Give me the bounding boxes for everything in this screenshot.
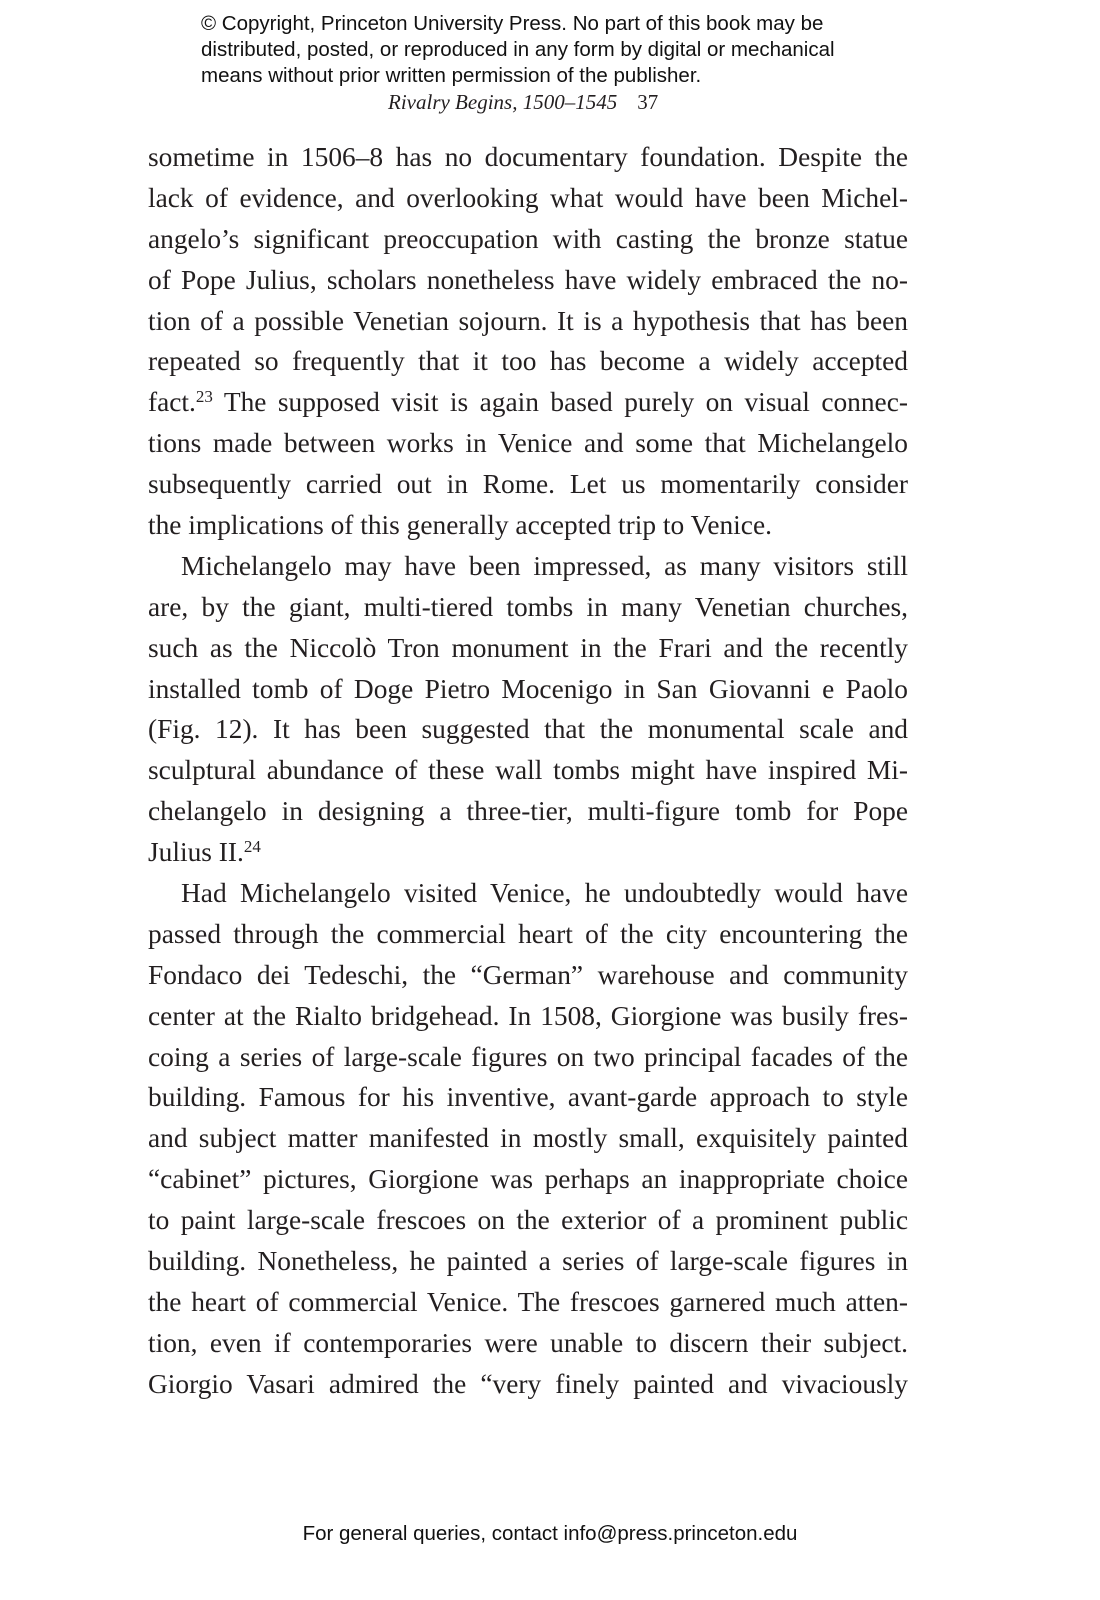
text-line bbox=[148, 382, 908, 423]
copyright-line: means without prior written permission of the publisher. bbox=[201, 64, 702, 87]
text-line: such as the Niccolò Tron monument in the Frari and the recently bbox=[148, 632, 908, 663]
text-line: Giorgio Vasari admired the “very finely painted and vivaciously bbox=[148, 1368, 908, 1399]
text-line: to paint large-scale frescoes on the exterior of a prominent public bbox=[148, 1205, 908, 1236]
text-line: the heart of commercial Venice. The frescoes garnered much atten- bbox=[148, 1286, 908, 1317]
text-line: tion of a possible Venetian sojourn. It is a hypothesis that has been bbox=[148, 305, 908, 336]
text-line: subsequently carried out in Rome. Let us momentarily consider bbox=[148, 469, 908, 500]
paragraph-first-line: Had Michelangelo visited Venice, he undoubtedly would have bbox=[181, 878, 908, 909]
text-line: tions made between works in Venice and some that Michelangelo bbox=[148, 428, 908, 459]
text-line: and subject matter manifested in mostly small, exquisitely painted bbox=[148, 1123, 908, 1154]
text-line: “cabinet” pictures, Giorgione was perhaps an inappropriate choice bbox=[148, 1164, 908, 1195]
text-line: tion, even if contemporaries were unable to discern their subject. bbox=[148, 1327, 908, 1358]
text-fragment: Julius II. bbox=[148, 837, 244, 868]
text-line: coing a series of large-scale figures on two principal facades of the bbox=[148, 1041, 908, 1072]
text-line: are, by the giant, multi-tiered tombs in many Venetian churches, bbox=[148, 591, 908, 622]
text-fragment: fact. bbox=[148, 387, 196, 418]
contact-email-link[interactable]: info@press.princeton.edu bbox=[563, 1522, 798, 1545]
text-line: of Pope Julius, scholars nonetheless have widely embraced the no- bbox=[148, 264, 908, 295]
text-line: center at the Rialto bridgehead. In 1508, Giorgione was busily fres- bbox=[148, 1000, 908, 1031]
chapter-title: Rivalry Begins, 1500–1545 bbox=[388, 90, 618, 114]
text-line: angelo’s significant preoccupation with casting the bronze statue bbox=[148, 223, 908, 254]
text-line: sculptural abundance of these wall tombs might have inspired Mi- bbox=[148, 755, 908, 786]
text-line: chelangelo in designing a three-tier, multi-figure tomb for Pope bbox=[148, 796, 908, 827]
text-line: Fondaco dei Tedeschi, the “German” warehouse and community bbox=[148, 959, 908, 990]
text-line: the implications of this generally accepted trip to Venice. bbox=[148, 510, 772, 541]
paragraph-first-line: Michelangelo may have been impressed, as many visitors still bbox=[181, 550, 908, 581]
text-line: passed through the commercial heart of the city encountering the bbox=[148, 918, 908, 949]
text-fragment: The supposed visit is again based purely on visual connec- bbox=[212, 387, 908, 418]
footer-label: For general queries, contact bbox=[302, 1522, 558, 1545]
copyright-notice bbox=[201, 11, 901, 89]
text-line: building. Nonetheless, he painted a series of large-scale figures in bbox=[148, 1246, 908, 1277]
copyright-line: © Copyright, Princeton University Press. No part of this book may be bbox=[201, 12, 824, 35]
body-text bbox=[148, 137, 908, 1405]
text-line: lack of evidence, and overlooking what would have been Michel- bbox=[148, 182, 908, 213]
footnote-marker[interactable]: 23 bbox=[195, 387, 213, 407]
text-line: building. Famous for his inventive, avant-garde approach to style bbox=[148, 1082, 908, 1113]
text-line bbox=[148, 832, 908, 873]
text-line: sometime in 1506–8 has no documentary foundation. Despite the bbox=[148, 142, 908, 172]
text-line: installed tomb of Doge Pietro Mocenigo in San Giovanni e Paolo bbox=[148, 673, 908, 704]
text-line: (Fig. 12). It has been suggested that the monumental scale and bbox=[148, 714, 908, 745]
footnote-marker[interactable]: 24 bbox=[243, 837, 261, 857]
text-line: repeated so frequently that it too has become a widely accepted bbox=[148, 346, 908, 377]
page-number: 37 bbox=[637, 90, 659, 114]
footer-contact bbox=[0, 1521, 1100, 1547]
copyright-line: distributed, posted, or reproduced in any form by digital or mechanical bbox=[201, 38, 835, 61]
running-head bbox=[388, 89, 658, 115]
